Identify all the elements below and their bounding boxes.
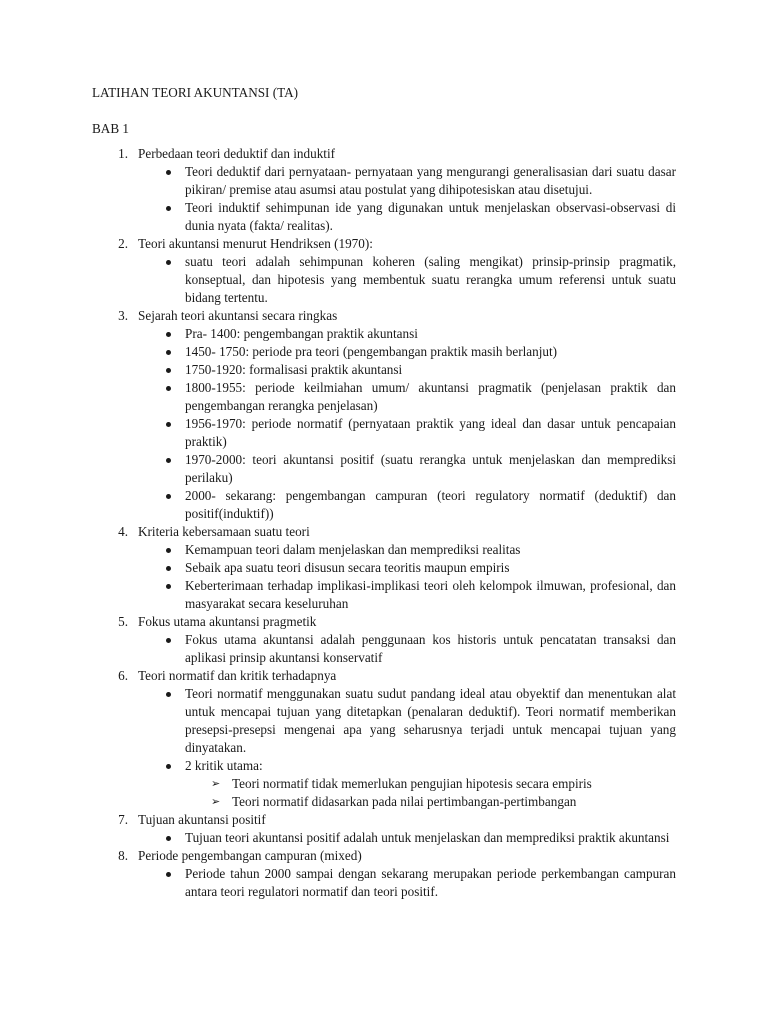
bullet-item <box>138 685 676 757</box>
section-heading <box>118 811 676 829</box>
section-number: 7. <box>118 812 128 827</box>
sub-bullet-text: Teori normatif tidak memerlukan pengujian hipotesis secara empiris <box>232 776 592 791</box>
bullet-item <box>138 577 676 613</box>
bullet-text: Kemampuan teori dalam menjelaskan dan memprediksi realitas <box>185 542 521 557</box>
bullet-dot-icon <box>166 170 171 175</box>
section-heading-text: Fokus utama akuntansi pragmetik <box>138 614 317 629</box>
section-item <box>92 235 676 307</box>
bullet-dot-icon <box>166 566 171 571</box>
bullet-dot-icon <box>166 692 171 697</box>
bullet-list <box>138 541 676 613</box>
section-number: 6. <box>118 668 128 683</box>
bullet-text: Sebaik apa suatu teori disusun secara teoritis maupun empiris <box>185 560 510 575</box>
section-heading-text: Teori akuntansi menurut Hendriksen (1970): <box>138 236 373 251</box>
bullet-text: Teori normatif menggunakan suatu sudut pandang ideal atau obyektif dan menentukan alat untuk mencapai tujuan yang ditetapkan (penalaran deduktif). Teori normatif memberikan presepsi-presepsi mengenai apa yang seharusnya terjadi untuk mencapai tujuan yang dinyatakan. <box>185 686 676 755</box>
bullet-dot-icon <box>166 764 171 769</box>
section-item <box>92 307 676 523</box>
bullet-item <box>138 163 676 199</box>
section-item <box>92 145 676 235</box>
bullet-dot-icon <box>166 332 171 337</box>
bullet-list <box>138 865 676 901</box>
bullet-dot-icon <box>166 458 171 463</box>
bullet-item <box>138 487 676 523</box>
bullet-text: 1970-2000: teori akuntansi positif (suatu rerangka untuk menjelaskan dan memprediksi perilaku) <box>185 452 676 485</box>
bullet-list <box>138 829 676 847</box>
bullet-item <box>138 541 676 559</box>
bullet-item <box>138 199 676 235</box>
bullet-list <box>138 253 676 307</box>
bullet-list <box>138 685 676 811</box>
bullet-list <box>138 325 676 523</box>
bullet-item <box>138 253 676 307</box>
bullet-dot-icon <box>166 872 171 877</box>
bullet-text: 1750-1920: formalisasi praktik akuntansi <box>185 362 403 377</box>
bullet-text: Teori induktif sehimpunan ide yang digunakan untuk menjelaskan observasi-observasi di dunia nyata (fakta/ realitas). <box>185 200 676 233</box>
section-number: 2. <box>118 236 128 251</box>
bullet-dot-icon <box>166 548 171 553</box>
bullet-dot-icon <box>166 386 171 391</box>
bullet-item <box>138 829 676 847</box>
bullet-item <box>138 451 676 487</box>
section-item <box>92 667 676 811</box>
section-heading-text: Perbedaan teori deduktif dan induktif <box>138 146 336 161</box>
bullet-list <box>138 163 676 235</box>
section-number: 4. <box>118 524 128 539</box>
section-item <box>92 613 676 667</box>
bullet-dot-icon <box>166 584 171 589</box>
section-item <box>92 847 676 901</box>
section-number: 3. <box>118 308 128 323</box>
bullet-item <box>138 559 676 577</box>
section-heading <box>118 145 676 163</box>
bullet-text: 2 kritik utama: <box>185 758 263 773</box>
bullet-text: 1450- 1750: periode pra teori (pengembangan praktik masih berlanjut) <box>185 344 558 359</box>
bullet-item <box>138 631 676 667</box>
sub-bullet-list <box>185 775 676 811</box>
bullet-item <box>138 343 676 361</box>
bullet-dot-icon <box>166 494 171 499</box>
bullet-text: Periode tahun 2000 sampai dengan sekarang merupakan periode perkembangan campuran antara teori regulatori normatif dan teori positif. <box>185 866 676 899</box>
document-title: LATIHAN TEORI AKUNTANSI (TA) <box>92 85 299 100</box>
section-list <box>92 145 676 901</box>
sub-bullet-item <box>185 793 676 811</box>
section-heading-text: Periode pengembangan campuran (mixed) <box>138 848 362 863</box>
bullet-item <box>138 757 676 811</box>
section-heading-text: Sejarah teori akuntansi secara ringkas <box>138 308 338 323</box>
chapter-heading: BAB 1 <box>92 121 130 136</box>
section-heading-text: Teori normatif dan kritik terhadapnya <box>138 668 337 683</box>
section-heading-text: Tujuan akuntansi positif <box>138 812 266 827</box>
sub-bullet-item <box>185 775 676 793</box>
arrowhead-icon: ➢ <box>211 777 221 790</box>
bullet-text: Fokus utama akuntansi adalah penggunaan kos historis untuk pencatatan transaksi dan aplikasi prinsip akuntansi konservatif <box>185 632 676 665</box>
sub-bullet-text: Teori normatif didasarkan pada nilai pertimbangan-pertimbangan <box>232 794 577 809</box>
bullet-dot-icon <box>166 350 171 355</box>
section-item <box>92 811 676 847</box>
section-heading-text: Kriteria kebersamaan suatu teori <box>138 524 310 539</box>
arrowhead-icon: ➢ <box>211 795 221 808</box>
section-heading <box>118 235 676 253</box>
bullet-item <box>138 379 676 415</box>
bullet-text: 1800-1955: periode keilmiahan umum/ akuntansi pragmatik (penjelasan praktik dan pengembangan rerangka penjelasan) <box>185 380 676 413</box>
bullet-text: 2000- sekarang: pengembangan campuran (teori regulatory normatif (deduktif) dan positif(induktif)) <box>185 488 676 521</box>
bullet-text: Pra- 1400: pengembangan praktik akuntansi <box>185 326 418 341</box>
section-item <box>92 523 676 613</box>
bullet-dot-icon <box>166 422 171 427</box>
bullet-text: suatu teori adalah sehimpunan koheren (saling mengikat) prinsip-prinsip pragmatik, konseptual, dan hipotesis yang membentuk suatu rerangka umum referensi untuk suatu bidang tertentu. <box>185 254 676 305</box>
section-heading <box>118 613 676 631</box>
bullet-list <box>138 631 676 667</box>
bullet-dot-icon <box>166 206 171 211</box>
section-heading <box>118 667 676 685</box>
section-heading <box>118 847 676 865</box>
bullet-item <box>138 415 676 451</box>
bullet-dot-icon <box>166 836 171 841</box>
bullet-text: Tujuan teori akuntansi positif adalah untuk menjelaskan dan memprediksi praktik akuntansi <box>185 830 670 845</box>
section-number: 8. <box>118 848 128 863</box>
bullet-dot-icon <box>166 260 171 265</box>
bullet-text: Teori deduktif dari pernyataan- pernyataan yang mengurangi generalisasian dari suatu dasar pikiran/ premise atau asumsi atau postulat yang dihipotesiskan atau disetujui. <box>185 164 676 197</box>
bullet-item <box>138 361 676 379</box>
section-heading <box>118 307 676 325</box>
section-number: 5. <box>118 614 128 629</box>
bullet-dot-icon <box>166 638 171 643</box>
section-heading <box>118 523 676 541</box>
bullet-item <box>138 865 676 901</box>
bullet-text: Keberterimaan terhadap implikasi-implikasi teori oleh kelompok ilmuwan, profesional, dan masyarakat secara keseluruhan <box>185 578 676 611</box>
bullet-dot-icon <box>166 368 171 373</box>
section-number: 1. <box>118 146 128 161</box>
bullet-item <box>138 325 676 343</box>
bullet-text: 1956-1970: periode normatif (pernyataan praktik yang ideal dan dasar untuk pencapaian praktik) <box>185 416 676 449</box>
